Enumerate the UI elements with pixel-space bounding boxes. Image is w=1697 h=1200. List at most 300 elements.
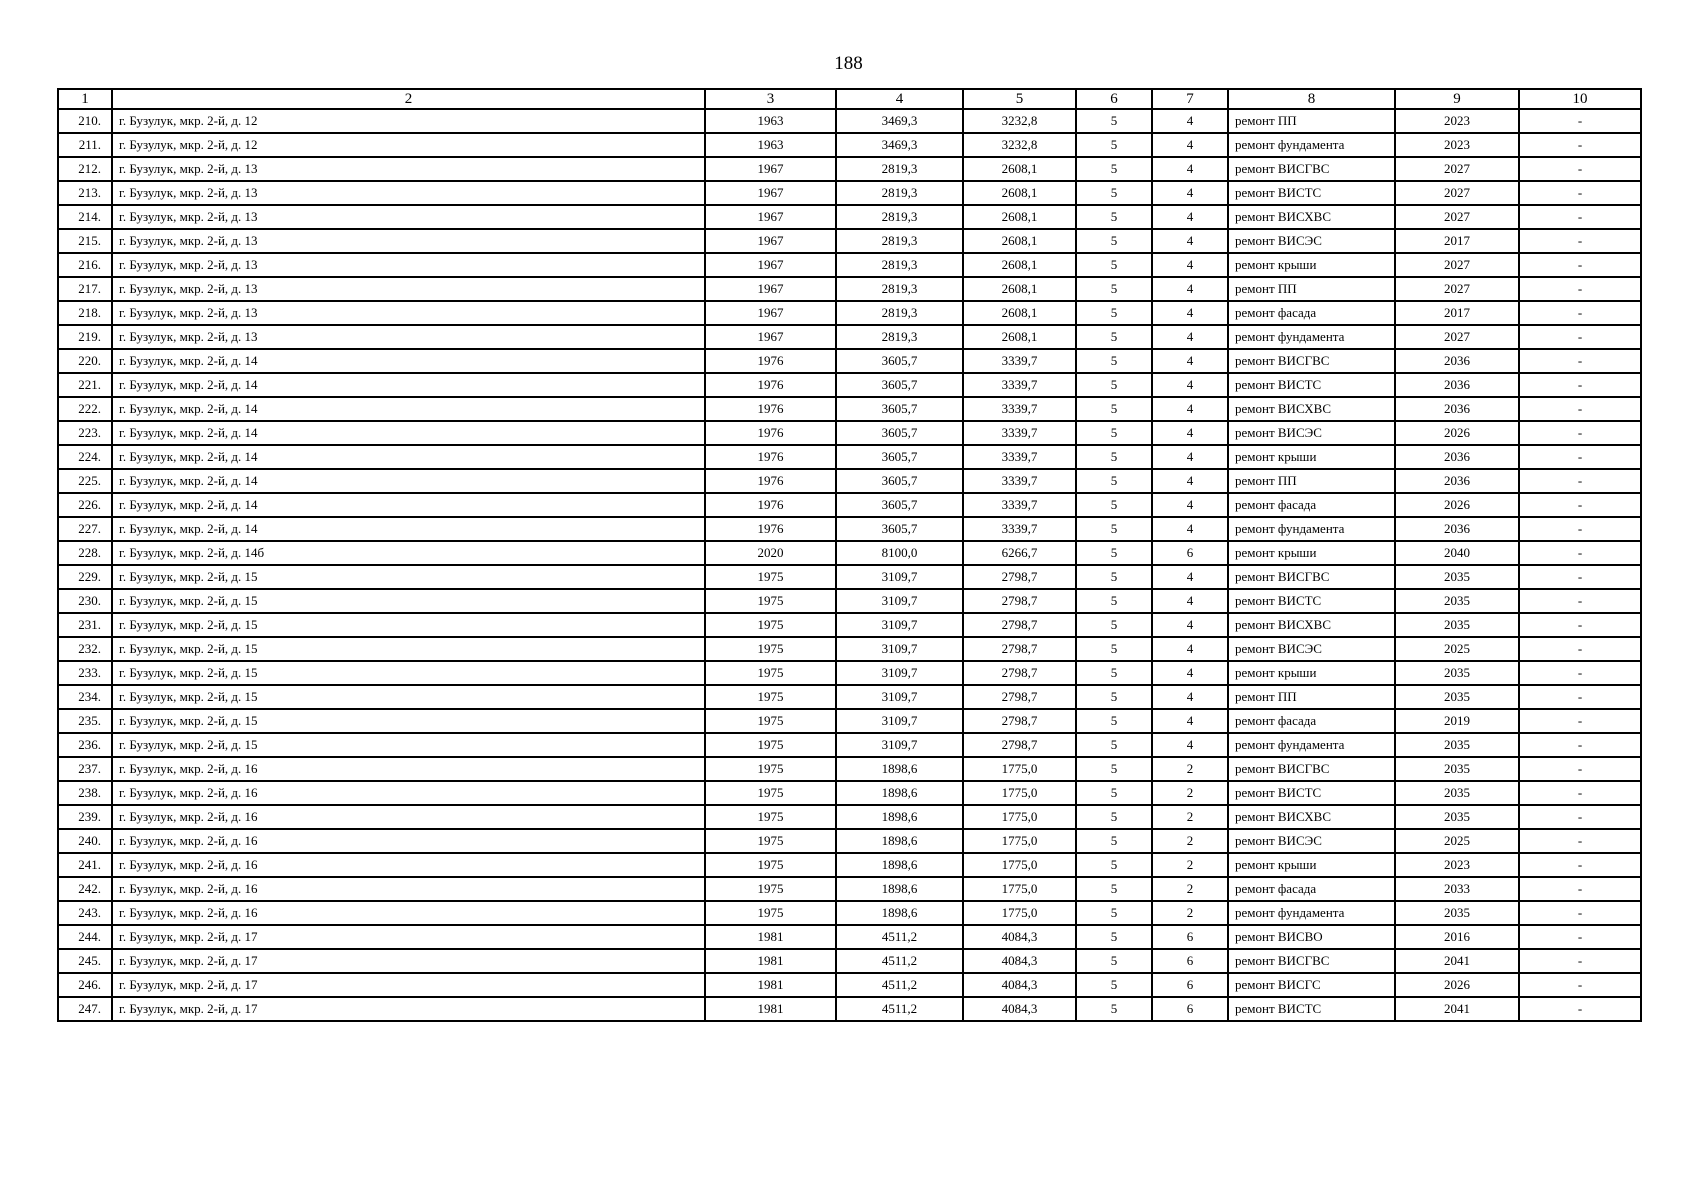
- cell-entrances: 4: [1152, 421, 1228, 445]
- cell-address: г. Бузулук, мкр. 2-й, д. 15: [112, 589, 705, 613]
- cell-living-area: 2608,1: [963, 325, 1076, 349]
- cell-note: -: [1519, 493, 1641, 517]
- table-row: [58, 181, 1641, 205]
- cell-living-area: 2608,1: [963, 277, 1076, 301]
- cell-planned-year: 2036: [1395, 373, 1519, 397]
- cell-living-area: 1775,0: [963, 901, 1076, 925]
- cell-entrances: 6: [1152, 949, 1228, 973]
- cell-total-area: 1898,6: [836, 781, 963, 805]
- cell-entrances: 4: [1152, 325, 1228, 349]
- cell-row-number: 215.: [58, 229, 112, 253]
- cell-total-area: 4511,2: [836, 925, 963, 949]
- cell-year-built: 1975: [705, 565, 836, 589]
- cell-row-number: 235.: [58, 709, 112, 733]
- cell-planned-year: 2027: [1395, 325, 1519, 349]
- cell-row-number: 242.: [58, 877, 112, 901]
- cell-year-built: 1976: [705, 421, 836, 445]
- cell-living-area: 3339,7: [963, 445, 1076, 469]
- cell-year-built: 1967: [705, 229, 836, 253]
- cell-living-area: 3339,7: [963, 349, 1076, 373]
- cell-living-area: 3232,8: [963, 133, 1076, 157]
- cell-total-area: 2819,3: [836, 301, 963, 325]
- cell-planned-year: 2026: [1395, 421, 1519, 445]
- cell-living-area: 2798,7: [963, 661, 1076, 685]
- table-row: [58, 229, 1641, 253]
- table-row: [58, 685, 1641, 709]
- cell-entrances: 4: [1152, 181, 1228, 205]
- cell-total-area: 2819,3: [836, 325, 963, 349]
- table-row: [58, 109, 1641, 133]
- cell-address: г. Бузулук, мкр. 2-й, д. 13: [112, 277, 705, 301]
- cell-floors: 5: [1076, 349, 1152, 373]
- cell-planned-year: 2027: [1395, 253, 1519, 277]
- cell-living-area: 1775,0: [963, 805, 1076, 829]
- cell-note: -: [1519, 685, 1641, 709]
- column-header-4: 4: [836, 89, 963, 109]
- cell-note: -: [1519, 565, 1641, 589]
- cell-total-area: 3109,7: [836, 661, 963, 685]
- cell-address: г. Бузулук, мкр. 2-й, д. 13: [112, 157, 705, 181]
- cell-note: -: [1519, 301, 1641, 325]
- cell-row-number: 237.: [58, 757, 112, 781]
- table-row: [58, 205, 1641, 229]
- cell-living-area: 2608,1: [963, 229, 1076, 253]
- cell-address: г. Бузулук, мкр. 2-й, д. 13: [112, 205, 705, 229]
- cell-address: г. Бузулук, мкр. 2-й, д. 14б: [112, 541, 705, 565]
- cell-repair-type: ремонт ВИСГВС: [1228, 349, 1395, 373]
- cell-entrances: 2: [1152, 781, 1228, 805]
- cell-address: г. Бузулук, мкр. 2-й, д. 16: [112, 757, 705, 781]
- cell-floors: 5: [1076, 973, 1152, 997]
- cell-floors: 5: [1076, 805, 1152, 829]
- cell-year-built: 1967: [705, 181, 836, 205]
- table-row: [58, 301, 1641, 325]
- cell-floors: 5: [1076, 661, 1152, 685]
- cell-repair-type: ремонт ВИСЭС: [1228, 829, 1395, 853]
- cell-living-area: 6266,7: [963, 541, 1076, 565]
- table-row: [58, 925, 1641, 949]
- cell-planned-year: 2035: [1395, 613, 1519, 637]
- cell-planned-year: 2027: [1395, 181, 1519, 205]
- cell-planned-year: 2017: [1395, 301, 1519, 325]
- table-row: [58, 541, 1641, 565]
- cell-total-area: 3605,7: [836, 469, 963, 493]
- cell-repair-type: ремонт крыши: [1228, 541, 1395, 565]
- cell-row-number: 217.: [58, 277, 112, 301]
- cell-repair-type: ремонт ПП: [1228, 469, 1395, 493]
- cell-planned-year: 2023: [1395, 109, 1519, 133]
- cell-living-area: 2798,7: [963, 565, 1076, 589]
- cell-row-number: 243.: [58, 901, 112, 925]
- cell-address: г. Бузулук, мкр. 2-й, д. 15: [112, 685, 705, 709]
- table-row: [58, 637, 1641, 661]
- cell-living-area: 2798,7: [963, 733, 1076, 757]
- cell-planned-year: 2035: [1395, 805, 1519, 829]
- cell-year-built: 1975: [705, 661, 836, 685]
- cell-planned-year: 2035: [1395, 733, 1519, 757]
- cell-row-number: 216.: [58, 253, 112, 277]
- column-header-8: 8: [1228, 89, 1395, 109]
- cell-total-area: 2819,3: [836, 181, 963, 205]
- table-row: [58, 589, 1641, 613]
- cell-year-built: 1976: [705, 517, 836, 541]
- cell-entrances: 4: [1152, 205, 1228, 229]
- cell-year-built: 1967: [705, 253, 836, 277]
- cell-repair-type: ремонт крыши: [1228, 853, 1395, 877]
- cell-address: г. Бузулук, мкр. 2-й, д. 16: [112, 781, 705, 805]
- cell-row-number: 246.: [58, 973, 112, 997]
- cell-planned-year: 2035: [1395, 685, 1519, 709]
- table-row: [58, 421, 1641, 445]
- cell-total-area: 4511,2: [836, 997, 963, 1021]
- cell-row-number: 211.: [58, 133, 112, 157]
- cell-floors: 5: [1076, 133, 1152, 157]
- cell-floors: 5: [1076, 997, 1152, 1021]
- cell-address: г. Бузулук, мкр. 2-й, д. 16: [112, 853, 705, 877]
- cell-total-area: 4511,2: [836, 973, 963, 997]
- cell-repair-type: ремонт фундамента: [1228, 325, 1395, 349]
- cell-entrances: 2: [1152, 805, 1228, 829]
- cell-note: -: [1519, 205, 1641, 229]
- table-row: [58, 373, 1641, 397]
- column-header-6: 6: [1076, 89, 1152, 109]
- cell-address: г. Бузулук, мкр. 2-й, д. 16: [112, 805, 705, 829]
- cell-total-area: 3109,7: [836, 613, 963, 637]
- table-row: [58, 445, 1641, 469]
- cell-repair-type: ремонт фундамента: [1228, 517, 1395, 541]
- cell-row-number: 213.: [58, 181, 112, 205]
- cell-repair-type: ремонт ВИСТС: [1228, 589, 1395, 613]
- cell-entrances: 4: [1152, 157, 1228, 181]
- cell-entrances: 4: [1152, 397, 1228, 421]
- cell-note: -: [1519, 613, 1641, 637]
- table-row: [58, 997, 1641, 1021]
- cell-floors: 5: [1076, 541, 1152, 565]
- cell-year-built: 1975: [705, 829, 836, 853]
- cell-living-area: 2608,1: [963, 181, 1076, 205]
- cell-row-number: 223.: [58, 421, 112, 445]
- cell-repair-type: ремонт ВИСХВС: [1228, 205, 1395, 229]
- cell-living-area: 2608,1: [963, 205, 1076, 229]
- cell-address: г. Бузулук, мкр. 2-й, д. 16: [112, 877, 705, 901]
- cell-planned-year: 2023: [1395, 853, 1519, 877]
- column-header-7: 7: [1152, 89, 1228, 109]
- cell-entrances: 4: [1152, 373, 1228, 397]
- cell-living-area: 3339,7: [963, 469, 1076, 493]
- cell-note: -: [1519, 517, 1641, 541]
- table-row: [58, 349, 1641, 373]
- cell-planned-year: 2025: [1395, 637, 1519, 661]
- cell-entrances: 4: [1152, 565, 1228, 589]
- cell-total-area: 3109,7: [836, 685, 963, 709]
- cell-address: г. Бузулук, мкр. 2-й, д. 14: [112, 445, 705, 469]
- table-row: [58, 469, 1641, 493]
- cell-year-built: 1975: [705, 589, 836, 613]
- cell-planned-year: 2035: [1395, 901, 1519, 925]
- cell-planned-year: 2035: [1395, 661, 1519, 685]
- cell-planned-year: 2027: [1395, 205, 1519, 229]
- cell-year-built: 1967: [705, 277, 836, 301]
- table-row: [58, 277, 1641, 301]
- cell-address: г. Бузулук, мкр. 2-й, д. 13: [112, 229, 705, 253]
- cell-entrances: 4: [1152, 349, 1228, 373]
- cell-row-number: 220.: [58, 349, 112, 373]
- cell-planned-year: 2019: [1395, 709, 1519, 733]
- cell-planned-year: 2027: [1395, 277, 1519, 301]
- cell-repair-type: ремонт крыши: [1228, 253, 1395, 277]
- cell-note: -: [1519, 877, 1641, 901]
- cell-repair-type: ремонт ВИСТС: [1228, 373, 1395, 397]
- cell-planned-year: 2017: [1395, 229, 1519, 253]
- cell-row-number: 245.: [58, 949, 112, 973]
- cell-row-number: 225.: [58, 469, 112, 493]
- cell-address: г. Бузулук, мкр. 2-й, д. 17: [112, 925, 705, 949]
- cell-note: -: [1519, 133, 1641, 157]
- cell-address: г. Бузулук, мкр. 2-й, д. 15: [112, 613, 705, 637]
- cell-living-area: 1775,0: [963, 757, 1076, 781]
- cell-repair-type: ремонт фундамента: [1228, 733, 1395, 757]
- table-row: [58, 661, 1641, 685]
- cell-repair-type: ремонт ПП: [1228, 277, 1395, 301]
- table-row: [58, 397, 1641, 421]
- cell-year-built: 1981: [705, 949, 836, 973]
- cell-note: -: [1519, 949, 1641, 973]
- cell-planned-year: 2041: [1395, 949, 1519, 973]
- cell-year-built: 1967: [705, 325, 836, 349]
- cell-living-area: 4084,3: [963, 973, 1076, 997]
- cell-entrances: 2: [1152, 853, 1228, 877]
- cell-living-area: 3339,7: [963, 421, 1076, 445]
- cell-entrances: 4: [1152, 133, 1228, 157]
- cell-row-number: 236.: [58, 733, 112, 757]
- cell-row-number: 227.: [58, 517, 112, 541]
- cell-repair-type: ремонт ВИСЭС: [1228, 637, 1395, 661]
- cell-address: г. Бузулук, мкр. 2-й, д. 17: [112, 973, 705, 997]
- cell-row-number: 221.: [58, 373, 112, 397]
- cell-row-number: 224.: [58, 445, 112, 469]
- cell-repair-type: ремонт фасада: [1228, 301, 1395, 325]
- cell-repair-type: ремонт ВИСХВС: [1228, 613, 1395, 637]
- cell-floors: 5: [1076, 829, 1152, 853]
- cell-total-area: 1898,6: [836, 877, 963, 901]
- cell-total-area: 1898,6: [836, 853, 963, 877]
- cell-repair-type: ремонт ВИСЭС: [1228, 421, 1395, 445]
- cell-row-number: 232.: [58, 637, 112, 661]
- cell-year-built: 1967: [705, 157, 836, 181]
- cell-note: -: [1519, 709, 1641, 733]
- cell-address: г. Бузулук, мкр. 2-й, д. 16: [112, 901, 705, 925]
- cell-note: -: [1519, 229, 1641, 253]
- cell-living-area: 1775,0: [963, 853, 1076, 877]
- cell-note: -: [1519, 445, 1641, 469]
- cell-row-number: 247.: [58, 997, 112, 1021]
- cell-repair-type: ремонт ПП: [1228, 109, 1395, 133]
- cell-living-area: 1775,0: [963, 829, 1076, 853]
- cell-row-number: 233.: [58, 661, 112, 685]
- cell-year-built: 1976: [705, 349, 836, 373]
- cell-row-number: 244.: [58, 925, 112, 949]
- cell-total-area: 1898,6: [836, 901, 963, 925]
- table-body: [58, 109, 1641, 1021]
- cell-note: -: [1519, 541, 1641, 565]
- cell-repair-type: ремонт ВИСТС: [1228, 781, 1395, 805]
- cell-living-area: 2798,7: [963, 685, 1076, 709]
- cell-year-built: 1975: [705, 733, 836, 757]
- cell-total-area: 1898,6: [836, 805, 963, 829]
- cell-repair-type: ремонт крыши: [1228, 445, 1395, 469]
- cell-planned-year: 2036: [1395, 469, 1519, 493]
- cell-address: г. Бузулук, мкр. 2-й, д. 13: [112, 181, 705, 205]
- cell-living-area: 3339,7: [963, 493, 1076, 517]
- cell-floors: 5: [1076, 421, 1152, 445]
- cell-total-area: 3109,7: [836, 733, 963, 757]
- cell-row-number: 238.: [58, 781, 112, 805]
- cell-total-area: 2819,3: [836, 157, 963, 181]
- cell-entrances: 6: [1152, 997, 1228, 1021]
- cell-entrances: 4: [1152, 613, 1228, 637]
- cell-row-number: 234.: [58, 685, 112, 709]
- cell-address: г. Бузулук, мкр. 2-й, д. 12: [112, 109, 705, 133]
- cell-planned-year: 2026: [1395, 493, 1519, 517]
- cell-repair-type: ремонт ВИСГВС: [1228, 757, 1395, 781]
- cell-total-area: 3605,7: [836, 421, 963, 445]
- cell-row-number: 229.: [58, 565, 112, 589]
- cell-entrances: 2: [1152, 829, 1228, 853]
- cell-entrances: 4: [1152, 517, 1228, 541]
- cell-entrances: 4: [1152, 589, 1228, 613]
- cell-note: -: [1519, 925, 1641, 949]
- table-row: [58, 853, 1641, 877]
- cell-entrances: 4: [1152, 733, 1228, 757]
- cell-note: -: [1519, 325, 1641, 349]
- cell-floors: 5: [1076, 157, 1152, 181]
- cell-floors: 5: [1076, 229, 1152, 253]
- cell-year-built: 1975: [705, 685, 836, 709]
- cell-living-area: 3339,7: [963, 397, 1076, 421]
- cell-repair-type: ремонт ВИСВО: [1228, 925, 1395, 949]
- cell-entrances: 6: [1152, 541, 1228, 565]
- cell-address: г. Бузулук, мкр. 2-й, д. 14: [112, 421, 705, 445]
- cell-note: -: [1519, 109, 1641, 133]
- cell-entrances: 4: [1152, 109, 1228, 133]
- cell-year-built: 1975: [705, 901, 836, 925]
- cell-year-built: 1975: [705, 853, 836, 877]
- cell-year-built: 1975: [705, 613, 836, 637]
- cell-note: -: [1519, 829, 1641, 853]
- cell-year-built: 1975: [705, 877, 836, 901]
- cell-entrances: 6: [1152, 925, 1228, 949]
- table-row: [58, 565, 1641, 589]
- table-row: [58, 973, 1641, 997]
- cell-planned-year: 2035: [1395, 565, 1519, 589]
- cell-entrances: 4: [1152, 253, 1228, 277]
- cell-address: г. Бузулук, мкр. 2-й, д. 13: [112, 325, 705, 349]
- cell-total-area: 2819,3: [836, 205, 963, 229]
- cell-floors: 5: [1076, 493, 1152, 517]
- cell-row-number: 228.: [58, 541, 112, 565]
- cell-floors: 5: [1076, 757, 1152, 781]
- cell-address: г. Бузулук, мкр. 2-й, д. 15: [112, 637, 705, 661]
- cell-row-number: 231.: [58, 613, 112, 637]
- cell-planned-year: 2027: [1395, 157, 1519, 181]
- cell-year-built: 1976: [705, 469, 836, 493]
- cell-note: -: [1519, 373, 1641, 397]
- cell-year-built: 1963: [705, 109, 836, 133]
- cell-year-built: 1963: [705, 133, 836, 157]
- cell-total-area: 3605,7: [836, 517, 963, 541]
- table-row: [58, 493, 1641, 517]
- cell-planned-year: 2040: [1395, 541, 1519, 565]
- cell-living-area: 2798,7: [963, 613, 1076, 637]
- cell-total-area: 3109,7: [836, 565, 963, 589]
- cell-entrances: 4: [1152, 469, 1228, 493]
- cell-planned-year: 2026: [1395, 973, 1519, 997]
- cell-entrances: 4: [1152, 637, 1228, 661]
- cell-repair-type: ремонт ВИСЭС: [1228, 229, 1395, 253]
- cell-floors: 5: [1076, 397, 1152, 421]
- column-header-5: 5: [963, 89, 1076, 109]
- housing-repair-table: [57, 88, 1642, 1022]
- cell-floors: 5: [1076, 253, 1152, 277]
- cell-note: -: [1519, 277, 1641, 301]
- cell-floors: 5: [1076, 517, 1152, 541]
- cell-floors: 5: [1076, 853, 1152, 877]
- cell-year-built: 1976: [705, 493, 836, 517]
- cell-year-built: 1976: [705, 373, 836, 397]
- cell-total-area: 1898,6: [836, 757, 963, 781]
- table-row: [58, 613, 1641, 637]
- cell-year-built: 1981: [705, 925, 836, 949]
- cell-address: г. Бузулук, мкр. 2-й, д. 17: [112, 949, 705, 973]
- table-row: [58, 757, 1641, 781]
- cell-total-area: 3109,7: [836, 637, 963, 661]
- cell-entrances: 6: [1152, 973, 1228, 997]
- cell-repair-type: ремонт фундамента: [1228, 133, 1395, 157]
- cell-planned-year: 2041: [1395, 997, 1519, 1021]
- cell-repair-type: ремонт фасада: [1228, 877, 1395, 901]
- cell-living-area: 4084,3: [963, 949, 1076, 973]
- cell-entrances: 4: [1152, 709, 1228, 733]
- cell-address: г. Бузулук, мкр. 2-й, д. 14: [112, 373, 705, 397]
- cell-total-area: 2819,3: [836, 253, 963, 277]
- cell-living-area: 1775,0: [963, 877, 1076, 901]
- cell-address: г. Бузулук, мкр. 2-й, д. 14: [112, 397, 705, 421]
- cell-living-area: 4084,3: [963, 925, 1076, 949]
- table-row: [58, 805, 1641, 829]
- cell-living-area: 2798,7: [963, 589, 1076, 613]
- cell-row-number: 212.: [58, 157, 112, 181]
- table-row: [58, 325, 1641, 349]
- cell-year-built: 1967: [705, 205, 836, 229]
- cell-floors: 5: [1076, 277, 1152, 301]
- cell-row-number: 214.: [58, 205, 112, 229]
- column-header-9: 9: [1395, 89, 1519, 109]
- cell-total-area: 3605,7: [836, 397, 963, 421]
- cell-address: г. Бузулук, мкр. 2-й, д. 14: [112, 469, 705, 493]
- table-row: [58, 253, 1641, 277]
- cell-living-area: 2798,7: [963, 709, 1076, 733]
- cell-living-area: 3339,7: [963, 517, 1076, 541]
- cell-year-built: 1976: [705, 397, 836, 421]
- table-row: [58, 829, 1641, 853]
- cell-entrances: 4: [1152, 229, 1228, 253]
- cell-living-area: 4084,3: [963, 997, 1076, 1021]
- cell-total-area: 3109,7: [836, 589, 963, 613]
- cell-year-built: 1967: [705, 301, 836, 325]
- cell-note: -: [1519, 805, 1641, 829]
- cell-floors: 5: [1076, 637, 1152, 661]
- cell-row-number: 230.: [58, 589, 112, 613]
